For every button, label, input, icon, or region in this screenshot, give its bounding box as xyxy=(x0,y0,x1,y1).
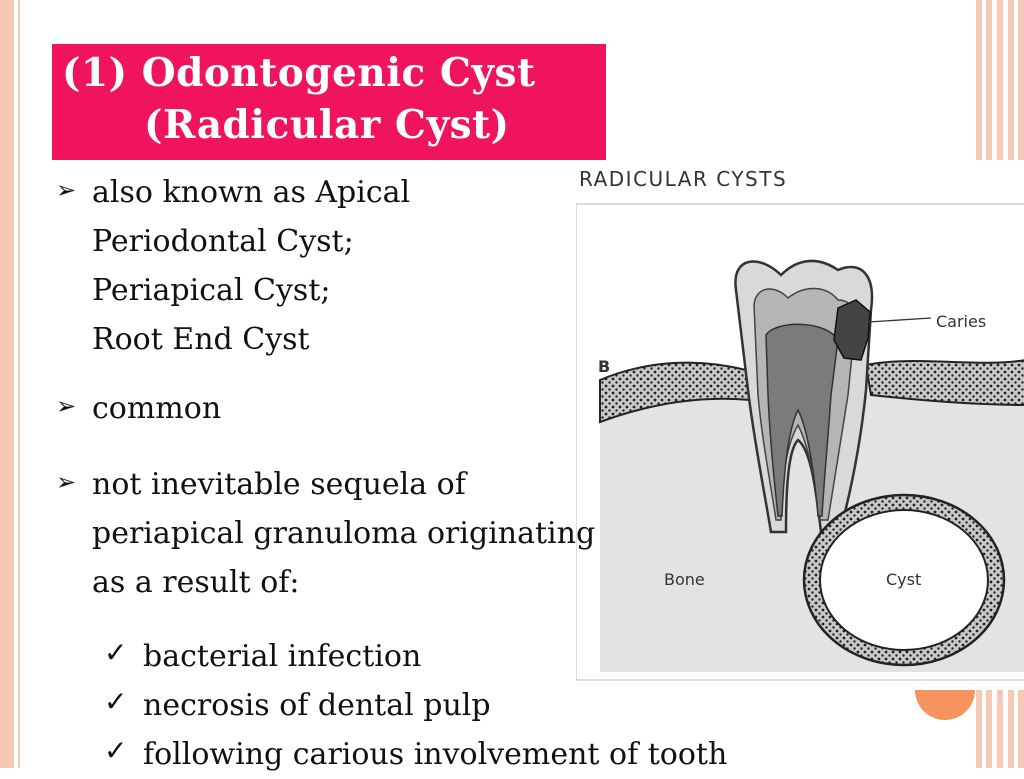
sub-bullet-line: following carious involvement of tooth xyxy=(143,737,728,772)
caries-label: Caries xyxy=(936,312,987,331)
left-decor-line xyxy=(18,0,20,768)
bullet-line: as a result of: xyxy=(92,565,300,600)
bullet-line: also known as Apical xyxy=(92,175,411,210)
figure-heading: RADICULAR CYSTS xyxy=(579,167,788,191)
sub-bullet-line: necrosis of dental pulp xyxy=(143,688,491,723)
bullet-arrow-icon: ➢ xyxy=(56,392,77,420)
bone-label: Bone xyxy=(664,570,705,589)
slide-title-line2: (Radicular Cyst) xyxy=(144,102,510,148)
bullet-line: not inevitable sequela of xyxy=(92,467,466,502)
caries-lesion xyxy=(834,300,870,360)
bullet-line: Periapical Cyst; xyxy=(92,273,331,308)
checkmark-icon: ✓ xyxy=(104,734,128,767)
checkmark-icon: ✓ xyxy=(104,636,128,669)
checkmark-icon: ✓ xyxy=(104,685,128,718)
bullet-arrow-icon: ➢ xyxy=(56,176,77,204)
sub-bullet-line: bacterial infection xyxy=(143,639,422,674)
bullet-arrow-icon: ➢ xyxy=(56,468,77,496)
bullet-line: Root End Cyst xyxy=(92,322,310,357)
bullet-line: Periodontal Cyst; xyxy=(92,224,354,259)
bullet-line: common xyxy=(92,391,222,426)
cyst-label: Cyst xyxy=(886,570,922,589)
left-decor-stripe xyxy=(0,0,14,768)
radicular-cyst-figure xyxy=(576,160,1024,690)
bullet-line: periapical granuloma originating xyxy=(92,516,596,551)
panel-letter: B xyxy=(598,357,611,376)
title-box xyxy=(52,44,606,160)
tooth-diagram xyxy=(576,160,1024,690)
slide-title-line1: (1) Odontogenic Cyst xyxy=(62,50,536,96)
